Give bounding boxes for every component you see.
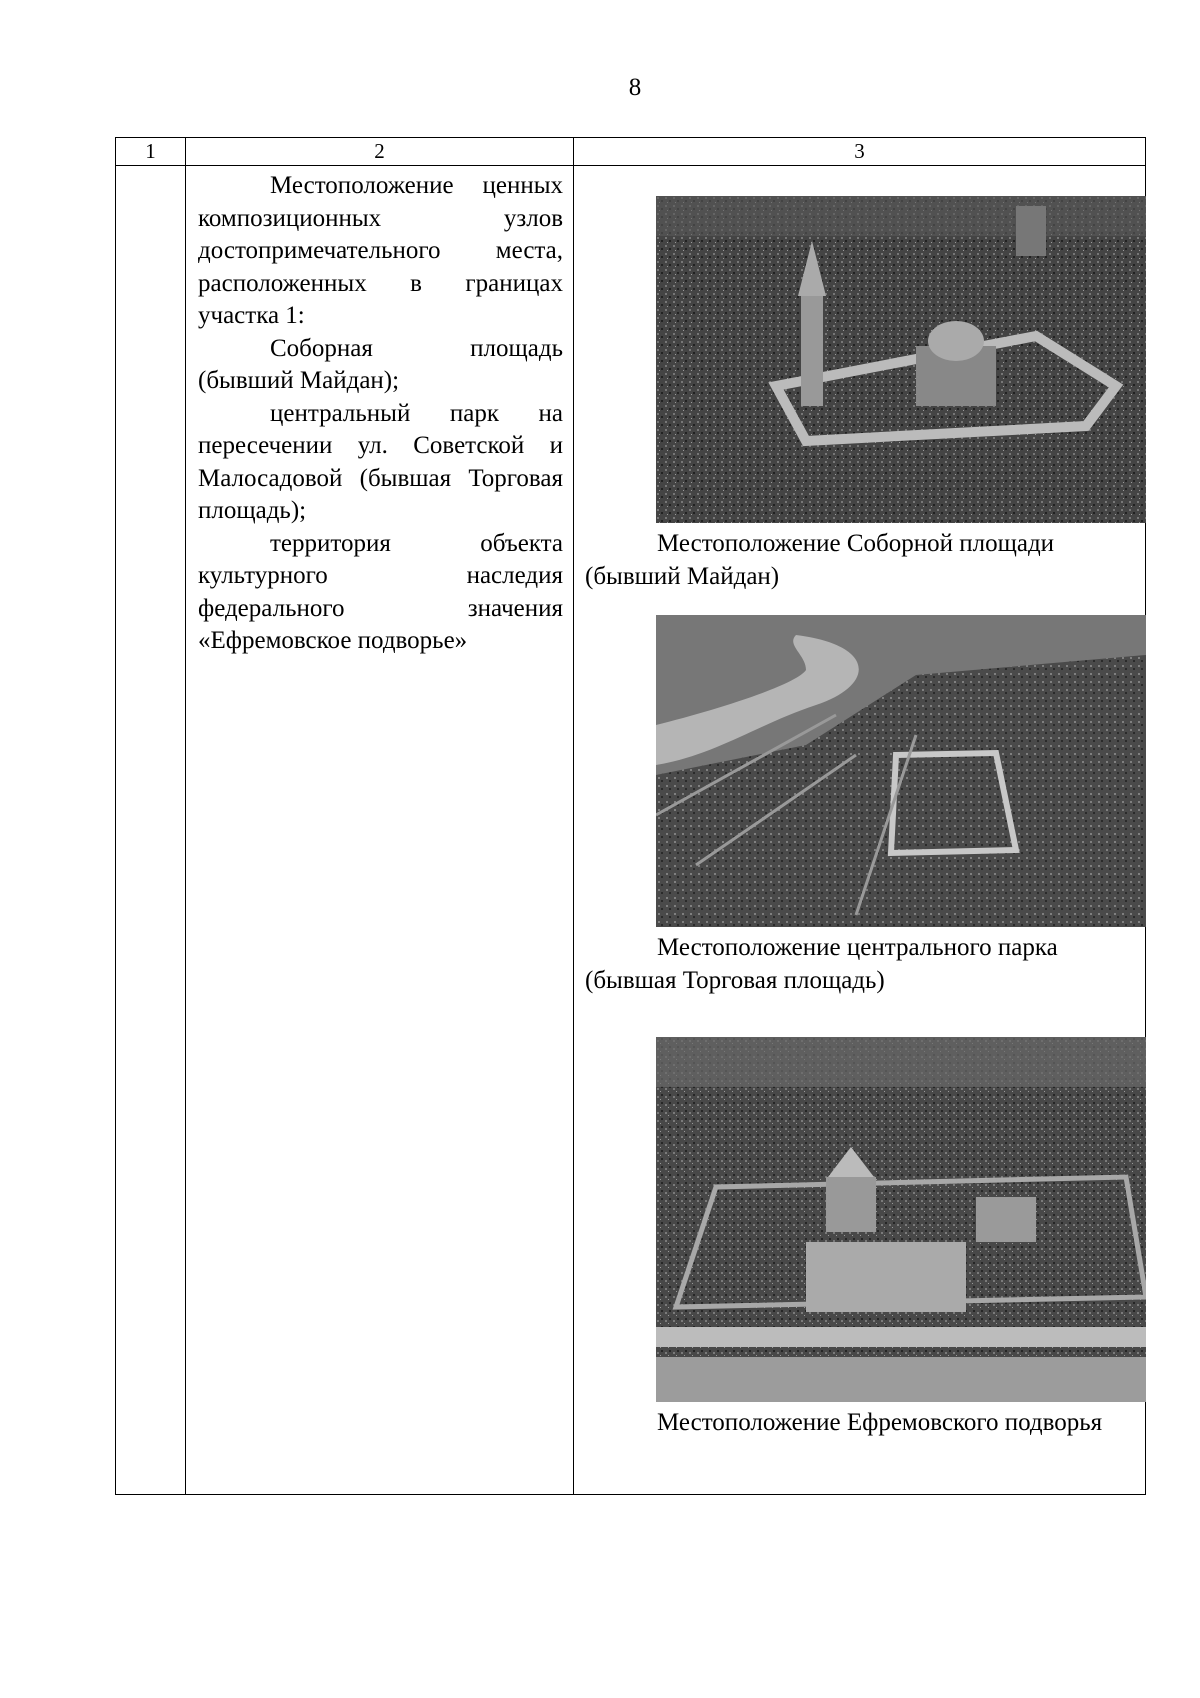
aerial-central-park-photo: [656, 615, 1146, 927]
aerial-cathedral-square-photo: [656, 196, 1146, 523]
header-cell-1: 1: [116, 138, 186, 166]
description-paragraph: центральный парк на пересечении ул. Советской и Малосадовой (бывшая Торговая площадь);: [198, 399, 563, 524]
description-paragraph: территория объекта культурного наследия федерального значения «Ефремовское подворье»: [198, 529, 563, 654]
table-header-row: [116, 138, 1146, 166]
figure-central-park: [574, 615, 1145, 997]
description-text: [186, 166, 573, 658]
page-number: 8: [628, 74, 642, 101]
table-row: [116, 166, 1146, 1495]
description-paragraph: Местоположение ценных композиционных узлов достопримечательного места, расположенных в границах участка 1:: [198, 172, 563, 329]
figure-cathedral-square: [574, 196, 1145, 593]
figure-efremov-compound: [574, 1037, 1145, 1439]
row-cell-3: [574, 166, 1146, 1495]
aerial-efremov-compound-photo: [656, 1037, 1146, 1402]
row-cell-2: [186, 166, 574, 1495]
document-table: [115, 137, 1146, 1495]
figure-caption: Местоположение Ефремовского подворья: [657, 1409, 1103, 1436]
figure-caption: Местоположение центрального парка (бывшая Торговая площадь): [585, 934, 1058, 994]
description-paragraph: Соборная площадь (бывший Майдан);: [198, 334, 563, 394]
header-cell-3: 3: [574, 138, 1146, 166]
header-cell-2: 2: [186, 138, 574, 166]
row-cell-1: [116, 166, 186, 1495]
figure-caption: Местоположение Соборной площади (бывший Майдан): [585, 530, 1055, 590]
